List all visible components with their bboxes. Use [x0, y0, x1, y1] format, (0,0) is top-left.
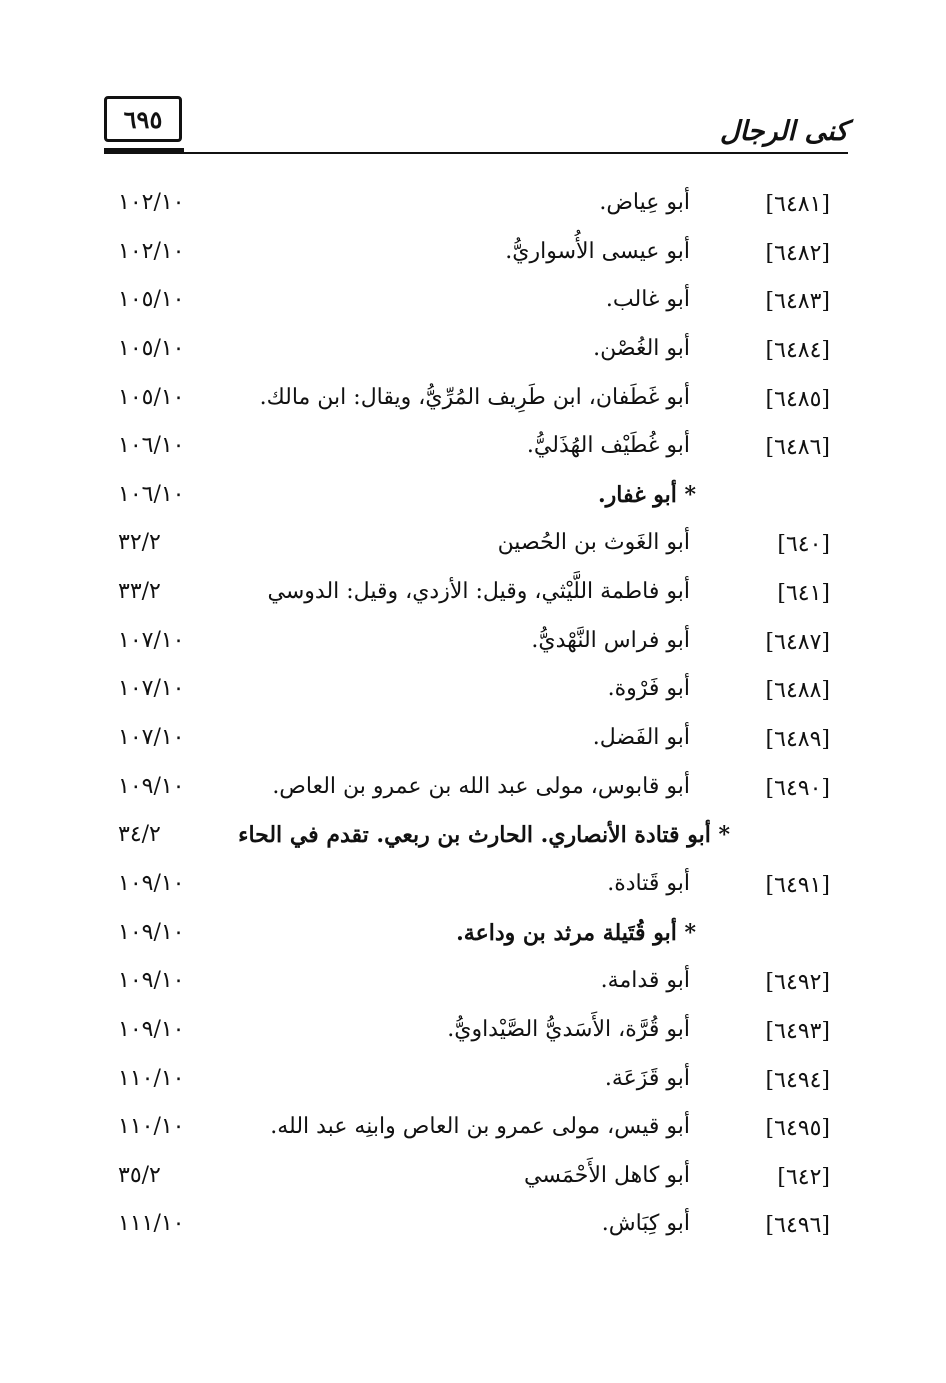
entry-name: أبو الغُصْن. — [593, 335, 690, 361]
entry-reference: ١١٠/١٠ — [118, 1114, 185, 1140]
entry-reference: ٣٤/٢ — [118, 822, 161, 848]
entry-name: * أبو قتادة الأنصاري. الحارث بن ربعي. تقدم في الحاء — [238, 822, 730, 849]
entry-list — [0, 186, 946, 1256]
entry-number: [٦٤٨٨] — [765, 678, 830, 704]
entry-number: [٦٤٨٥] — [765, 386, 830, 412]
entry-name: * أبو قُتَيلة مرثد بن وداعة. — [456, 919, 696, 946]
entry-number: [٦٤٨٢] — [765, 240, 830, 266]
entry-row — [0, 964, 946, 1013]
page-number-box — [104, 96, 182, 142]
entry-name: أبو فَرْوة. — [607, 676, 690, 702]
entry-name: أبو قَزَعَة. — [604, 1065, 690, 1091]
entry-name: أبو عيسى الأُسواريُّ. — [505, 238, 690, 264]
entry-row — [0, 381, 946, 430]
entry-number: [٦٤٩١] — [765, 872, 830, 898]
entry-name: أبو الفَضل. — [592, 725, 690, 751]
entry-reference: ١٠٩/١٠ — [118, 1016, 185, 1042]
entry-reference: ١٠٢/١٠ — [118, 238, 185, 264]
entry-reference: ٣٢/٢ — [118, 530, 161, 556]
entry-number: [٦٤٩٠] — [765, 775, 830, 801]
running-title: كنى الرجال — [719, 116, 848, 147]
entry-row — [0, 916, 946, 965]
header-rule — [104, 152, 848, 154]
entry-number: [٦٤٩٣] — [765, 1018, 830, 1044]
entry-name: أبو فراس النَّهْديُّ. — [531, 627, 690, 653]
entry-row — [0, 1013, 946, 1062]
entry-row — [0, 283, 946, 332]
entry-reference: ١٠٦/١٠ — [118, 481, 185, 507]
entry-reference: ١٠٩/١٠ — [118, 919, 185, 945]
entry-number: [٦٤٢] — [777, 1164, 830, 1190]
entry-reference: ١١٠/١٠ — [118, 1065, 185, 1091]
entry-row — [0, 867, 946, 916]
entry-reference: ١٠٢/١٠ — [118, 190, 185, 215]
entry-row — [0, 235, 946, 284]
entry-reference: ١١١/١٠ — [118, 1211, 185, 1237]
entry-number: [٦٤٩٢] — [765, 970, 830, 996]
entry-name: أبو قابوس، مولى عبد الله بن عمرو بن العاص. — [272, 773, 690, 799]
entry-row — [0, 1159, 946, 1208]
entry-reference: ١٠٩/١٠ — [118, 870, 185, 896]
entry-reference: ١٠٩/١٠ — [118, 773, 185, 799]
entry-name: أبو كاهل الأَحْمَسي — [524, 1162, 690, 1188]
entry-name: أبو قَتادة. — [607, 870, 690, 896]
entry-reference: ٣٥/٢ — [118, 1162, 161, 1188]
entry-reference: ١٠٩/١٠ — [118, 968, 185, 994]
entry-row — [0, 672, 946, 721]
entry-row — [0, 1110, 946, 1159]
entry-name: أبو غُطَيْف الهُذَليُّ. — [526, 433, 690, 459]
entry-name: أبو الغَوث بن الحُصين — [497, 530, 690, 556]
entry-reference: ٣٣/٢ — [118, 579, 161, 605]
entry-number: [٦٤١] — [777, 581, 830, 607]
entry-name: أبو قدامة. — [600, 968, 690, 994]
entry-reference: ١٠٧/١٠ — [118, 676, 185, 702]
entry-row — [0, 624, 946, 673]
entry-row — [0, 721, 946, 770]
entry-row — [0, 770, 946, 819]
entry-name: أبو فاطمة اللَّيْثي، وقيل: الأزدي، وقيل: الدوسي — [267, 579, 690, 605]
entry-number: [٦٤٨٤] — [765, 337, 830, 363]
entry-row — [0, 526, 946, 575]
entry-name: أبو عِياض. — [599, 190, 690, 215]
entry-number: [٦٤٨٦] — [765, 435, 830, 461]
entry-row — [0, 1207, 946, 1256]
entry-name: أبو قُرَّة، الأَسَديُّ الصَّيْداويُّ. — [447, 1016, 690, 1042]
entry-name: أبو غالب. — [605, 287, 690, 313]
entry-reference: ١٠٥/١٠ — [118, 335, 185, 361]
entry-row — [0, 429, 946, 478]
entry-number: [٦٤٨١] — [765, 192, 830, 217]
entry-name: أبو قيس، مولى عمرو بن العاص وابنِه عبد الله. — [270, 1114, 690, 1140]
entry-number: [٦٤٨٩] — [765, 727, 830, 753]
entry-name: أبو كِبَاش. — [601, 1211, 690, 1237]
entry-number: [٦٤٨٣] — [765, 289, 830, 315]
entry-number: [٦٤٩٥] — [765, 1116, 830, 1142]
entry-reference: ١٠٧/١٠ — [118, 725, 185, 751]
entry-reference: ١٠٧/١٠ — [118, 627, 185, 653]
page-number: ٦٩٥ — [123, 104, 163, 134]
entry-number: [٦٤٩٦] — [765, 1213, 830, 1239]
entry-row — [0, 1062, 946, 1111]
entry-number: [٦٤٠] — [777, 532, 830, 558]
entry-number: [٦٤٨٧] — [765, 629, 830, 655]
entry-row — [0, 332, 946, 381]
entry-number: [٦٤٩٤] — [765, 1067, 830, 1093]
entry-row — [0, 478, 946, 527]
entry-name: * أبو غفار. — [597, 481, 696, 508]
page-header — [100, 96, 848, 158]
entry-row — [0, 186, 946, 235]
entry-reference: ١٠٥/١٠ — [118, 287, 185, 313]
entry-row — [0, 818, 946, 867]
entry-row — [0, 575, 946, 624]
entry-reference: ١٠٦/١٠ — [118, 433, 185, 459]
entry-name: أبو غَطَفان، ابن طَرِيف المُرِّيُّ، ويقال: ابن مالك. — [259, 384, 690, 410]
entry-reference: ١٠٥/١٠ — [118, 384, 185, 410]
